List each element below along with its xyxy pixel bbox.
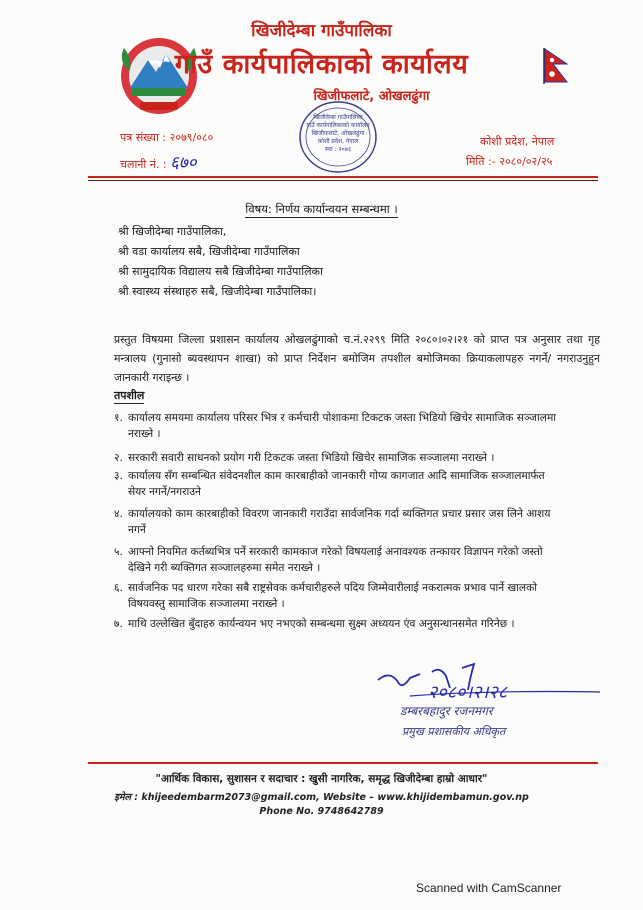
signatory-name: डम्बरबहादुर रजनमगर	[400, 704, 493, 718]
signatory-title: प्रमुख प्रशासकीय अधिकृत	[402, 725, 506, 738]
list-item: १. कार्यालय समयमा कार्यालय परिसर भित्र र कर्मचारी पोशाकमा टिकटक जस्ता भिडियो खिचेर सामाजिक सञ्जालमा नराख्ने ।	[114, 412, 557, 440]
footer-divider	[88, 762, 598, 764]
list-item: ४. कार्यालयको काम कारबाहीको विवरण जानकारी गराउँदा सार्वजनिक गर्दा ब्यक्तिगत प्रचार प्रसार जस लिने आशय नगर्ने	[114, 508, 551, 536]
dispatch-number: चलानी नं. : ६७०	[120, 153, 197, 173]
recipient-line: श्री वडा कार्यालय सबै, खिजीदेम्बा गाउँपालिका	[118, 245, 300, 258]
recipient-line: श्री सामुदायिक विद्यालय सबै खिजीदेम्बा गाउँपालिका	[118, 265, 323, 278]
footer-slogan: "आर्थिक विकास, सुशासन र सदाचार : खुसी नागरिक, समृद्ध खिजीदेम्बा हाम्रो आधार"	[155, 773, 488, 785]
footer-phone: Phone No. 9748642789	[259, 806, 384, 817]
list-item: ६. सार्वजनिक पद धारण गरेका सबै राष्ट्रसेवक कर्मचारीहरुले पदिय जिम्मेवारीलाई नकरात्मक प्रभाव पार्ने खालको विषयवस्तु सामाजिक सञ्जालमा नराख्ने ।	[114, 582, 537, 610]
list-item: ७. माथि उल्लेखित बुँदाहरु कार्यन्वयन भए नभएको सम्बन्धमा सुक्ष्म अध्ययन एंव अनुसन्धानसमेत गरिनेछ ।	[114, 618, 515, 630]
header-divider	[88, 176, 598, 178]
list-item: २. सरकारी सवारी साधनको प्रयोग गरी टिकटक जस्ता भिडियो खिचेर सामाजिक सञ्जालमा नराख्ने ।	[114, 452, 495, 464]
footer-contact: इमेल : khijeedembarm2073@gmail.com, Website – www.khijidembamun.gov.np	[114, 792, 529, 803]
reference-number: पत्र संख्या : २०७९/०८०	[120, 131, 214, 144]
municipality-name: खिजीदेम्बा गाउँपालिका	[251, 21, 392, 41]
stamp-text: खिजीदेम्बा गाउँपालिका गाउँ कार्यपालिकाको कार्यालय खिजीफलाटे, ओखलढुंगा कोशी प्रदेश, नेपाल स्था : २०७३	[306, 114, 370, 153]
list-item: ३. कार्यालय सँग सम्बन्धित संवेदनशील काम कारबाहीको जानकारी गोप्य कागजात आदि सामाजिक सञ्जालमार्फत सेयर नगर्ने/नगराउने	[114, 470, 545, 498]
letter-date: मिति :- २०८०/०२/२५	[466, 155, 553, 168]
office-address: खिजीफलाटे, ओखलढुंगा	[313, 89, 430, 104]
recipient-line: श्री स्वास्थ्य संस्थाहरु सबै, खिजीदेम्बा गाउँपालिका।	[118, 285, 317, 298]
list-item: ५. आफ्नो नियमित कर्तब्यभित्र पर्ने सरकारी कामकाज गरेको विषयलाई अनावश्यक तन्कायर विज्ञापन गरेको जस्तो देखिने गरी ब्यक्तिगत सञ्जालहरुमा समेत नराख्ने ।	[114, 546, 543, 574]
details-heading: तपशील	[114, 389, 145, 402]
letter-subject: विषय: निर्णय कार्यान्वयन सम्बन्धमा ।	[245, 202, 398, 216]
signature-date: २०८०।२।२८	[428, 682, 508, 703]
scanner-watermark: Scanned with CamScanner	[416, 881, 562, 895]
intro-paragraph: प्रस्तुत विषयमा जिल्ला प्रशासन कार्यालय ओखलढुंगाको च.नं.२२९९ मिति २०८०।०२।२१ को प्राप्त पत्र अनुसार तथा गृह मन्त्रालय (गुनासो ब्यवस्थापन शाखा) को प्राप्त निर्देशन बमोजिम तपशील बमोजिमका क्रियाकलापहरु नगर्ने/ नगराउनुहुन जानकारी गराइन्छ ।	[114, 333, 600, 384]
office-name: गाउँ कार्यपालिकाको कार्यालय	[174, 49, 469, 80]
header-divider-thin	[88, 180, 598, 181]
recipient-line: श्री खिजीदेम्बा गाउँपालिका,	[118, 225, 227, 238]
province-label: कोशी प्रदेश, नेपाल	[480, 135, 555, 148]
